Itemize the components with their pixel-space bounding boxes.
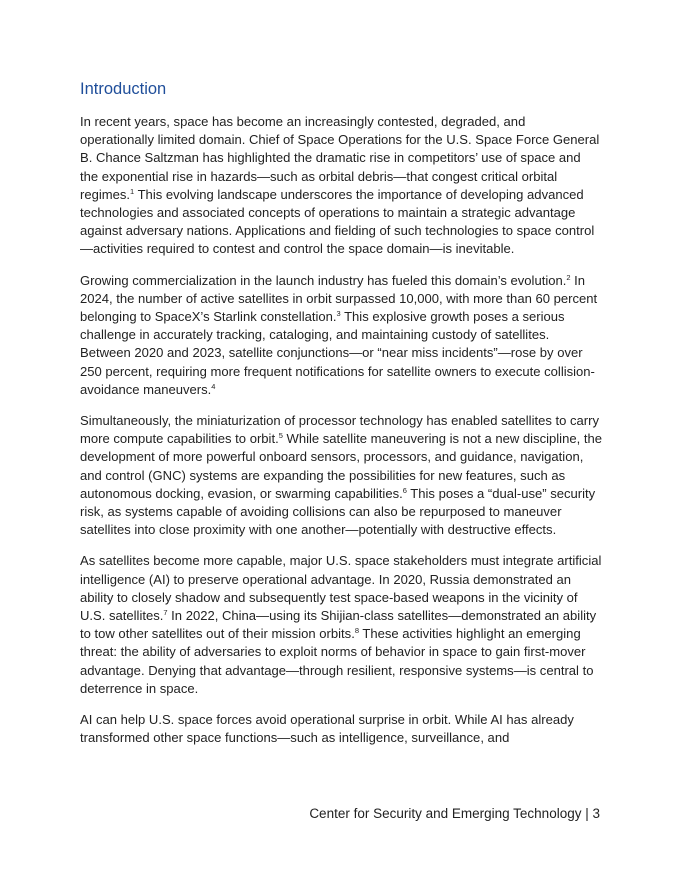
page-footer (309, 806, 600, 821)
paragraph-text: These activities highlight an emerging threat: the ability of adversaries to exploit norms of behavior in space to gain first-mover advantage. Denying that advantage—through resilient, responsive systems—is central to deterrence in space. (80, 626, 594, 696)
paragraph (80, 113, 602, 259)
footnote-ref[interactable]: 5 (278, 431, 283, 441)
footnote-ref[interactable]: 2 (566, 272, 571, 282)
footer-org: Center for Security and Emerging Technology (309, 806, 582, 821)
paragraph-text: In 2022, China—using its Shijian-class satellites—demonstrated an ability to tow other satellites out of their mission orbits. (80, 608, 597, 642)
footnote-ref[interactable]: 6 (402, 485, 407, 495)
paragraph (80, 711, 602, 747)
paragraph (80, 412, 602, 539)
footnote-ref[interactable]: 8 (354, 626, 360, 636)
paragraph-text: This evolving landscape underscores the importance of developing advanced technologies and associated concepts of operations to maintain a strategic advantage against adversary nations. Applications and fielding of such technologies to space control—activities required to contest and control the space domain—is inevitable. (80, 186, 595, 257)
paragraph-text: Growing commercialization in the launch industry has fueled this domain’s evolution. (80, 272, 567, 288)
paragraph-text: While satellite maneuvering is not a new discipline, the development of more powerful onboard sensors, processors, and guidance, navigation, and control (GNC) systems are expanding the possibilities for new features, such as autonomous docking, evasion, or swarming capabilities. (80, 431, 602, 501)
footnote-ref[interactable]: 1 (130, 186, 135, 196)
paragraph-text: Simultaneously, the miniaturization of processor technology has enabled satellites to carry more compute capabilities to orbit. (80, 413, 600, 447)
section-heading: Introduction (80, 80, 167, 98)
page-number: 3 (592, 806, 600, 821)
paragraph-text: In 2024, the number of active satellites in orbit surpassed 10,000, with more than 60 percent belonging to SpaceX’s Starlink constellation. (80, 272, 598, 325)
paragraph-text: As satellites become more capable, major U.S. space stakeholders must integrate artificial intelligence (AI) to preserve operational advantage. In 2020, Russia demonstrated an ability to closely shadow and subsequently test space-based weapons in the vicinity of U.S. satellites. (80, 553, 602, 624)
paragraph-text: This poses a “dual-use” security risk, as systems capable of avoiding collisions can also be repurposed to maneuver satellites into close proximity with one another—potentially with destructive effects. (80, 485, 596, 538)
paragraph-text: This explosive growth poses a serious challenge in accurately tracking, cataloging, and maintaining custody of satellites. Between 2020 and 2023, satellite conjunctions—or “near miss incidents”—rose by over 250 percent, requiring more frequent notifications for satellite owners to execute collision-avoidance maneuvers. (80, 309, 595, 397)
paragraph-text: AI can help U.S. space forces avoid operational surprise in orbit. While AI has already transformed other space functions—such as intelligence, surveillance, and (80, 712, 574, 746)
document-body (80, 78, 602, 761)
footnote-ref[interactable]: 7 (163, 608, 168, 618)
paragraph (80, 552, 602, 698)
footnote-ref[interactable]: 4 (211, 381, 216, 391)
paragraph (80, 272, 602, 399)
footnote-ref[interactable]: 3 (336, 309, 341, 319)
footer-separator: | (581, 806, 593, 821)
paragraph-text: In recent years, space has become an increasingly contested, degraded, and operationally limited domain. Chief of Space Operations for the U.S. Space Force General B. Chance Saltzman has highlighted the dramatic rise in competitors’ use of space and the exponential rise in hazards—such as orbital debris—that congest critical orbital regimes. (80, 114, 600, 202)
